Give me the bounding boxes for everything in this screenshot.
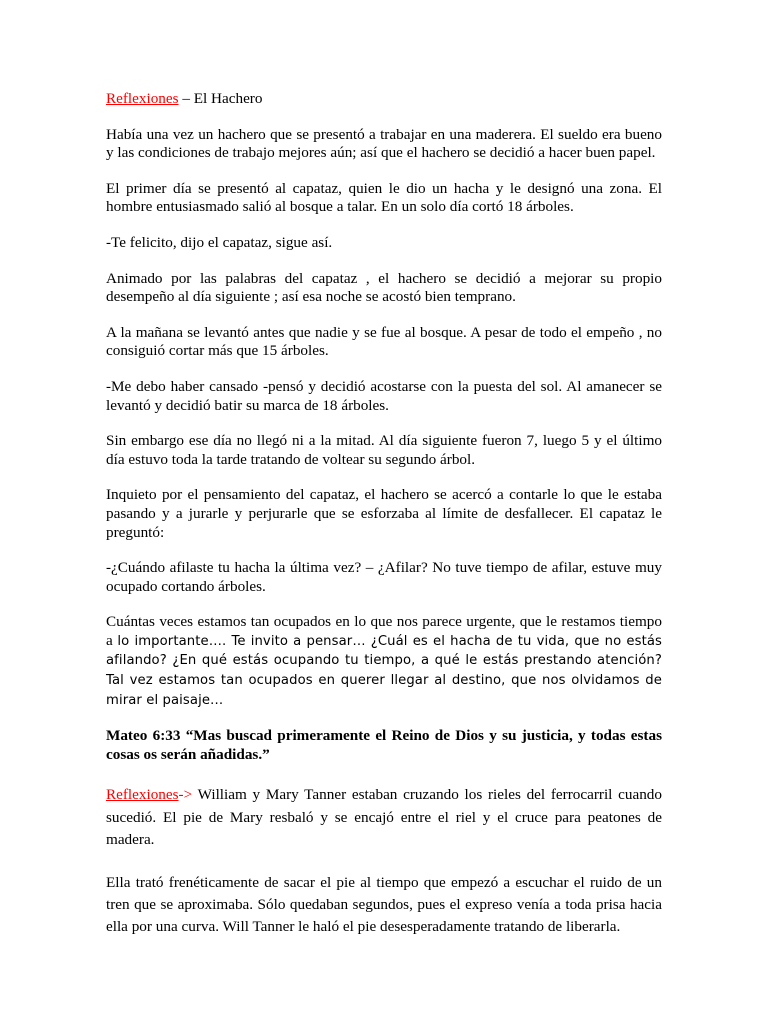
paragraph-5: A la mañana se levantó antes que nadie y se fue al bosque. A pesar de todo el empeño , no consiguió cortar más que 15 árboles. [106,323,662,360]
reflection-rest: lo importante…. Te invito a pensar… ¿Cuál es el hacha de tu vida, que no estás afilando? ¿En qué estás ocupando tu tiempo, a qué le estás prestando atención? Tal vez estamos tan ocupados en querer llegar al destino, que nos olvidamos de mirar el paisaje… [106,633,662,708]
document-page [106,90,662,956]
paragraph-4: Animado por las palabras del capataz , el hachero se decidió a mejorar su propio desempeño al día siguiente ; así esa noche se acostó bien temprano. [106,269,662,306]
paragraph-6: -Me debo haber cansado -pensó y decidió acostarse con la puesta del sol. Al amanecer se levantó y decidió batir su marca de 18 árboles. [106,377,662,414]
paragraph-2: El primer día se presentó al capataz, quien le dio un hacha y le designó una zona. El hombre entusiasmado salió al bosque a talar. En un solo día cortó 18 árboles. [106,179,662,216]
reflection-paragraph [106,613,662,710]
reflection-intro: Cuántas veces estamos tan ocupados en lo que nos parece urgente, que le restamos tiempo a [106,613,662,649]
reflexiones-link-2[interactable]: Reflexiones [106,786,179,804]
paragraph-7: Sin embargo ese día no llegó ni a la mitad. Al día siguiente fueron 7, luego 5 y el último día estuvo toda la tarde tratando de voltear su segundo árbol. [106,432,662,468]
paragraph-3: -Te felicito, dijo el capataz, sigue así. [106,233,333,251]
reflexiones-link[interactable]: Reflexiones [106,90,179,107]
paragraph-last: Ella trató frenéticamente de sacar el pie al tiempo que empezó a escuchar el ruido de un tren que se aproximaba. Sólo quedaban segundos, pues el expreso venía a toda prisa hacia ella por una curva. Will Tanner le haló el pie desesperadamente tratando de liberarla. [106,873,662,936]
section-heading [106,90,662,109]
paragraph-1: Había una vez un hachero que se presentó a trabajar en una maderera. El sueldo era bueno y las condiciones de trabajo mejores aún; así que el hachero se decidió a hacer buen papel. [106,125,662,162]
heading-title: El Hachero [193,90,263,107]
bible-verse: Mateo 6:33 “Mas buscad primeramente el Reino de Dios y su justicia, y todas estas cosas os serán añadidas.” [106,727,662,763]
paragraph-8: Inquieto por el pensamiento del capataz, el hachero se acercó a contarle lo que le estaba pasando y a jurarle y perjurarle que se esforzaba al límite de desfallecer. El capataz le preguntó: [106,486,662,541]
arrow-marker: -> [178,786,193,804]
heading-dash: – [178,90,194,107]
section2-text: William y Mary Tanner estaban cruzando los rieles del ferrocarril cuando sucedió. El pie de Mary resbaló y se encajó entre el riel y el cruce para peatones de madera. [106,786,662,849]
section2-paragraph [106,784,662,851]
paragraph-9: -¿Cuándo afilaste tu hacha la última vez? – ¿Afilar? No tuve tiempo de afilar, estuve muy ocupado cortando árboles. [106,559,662,595]
